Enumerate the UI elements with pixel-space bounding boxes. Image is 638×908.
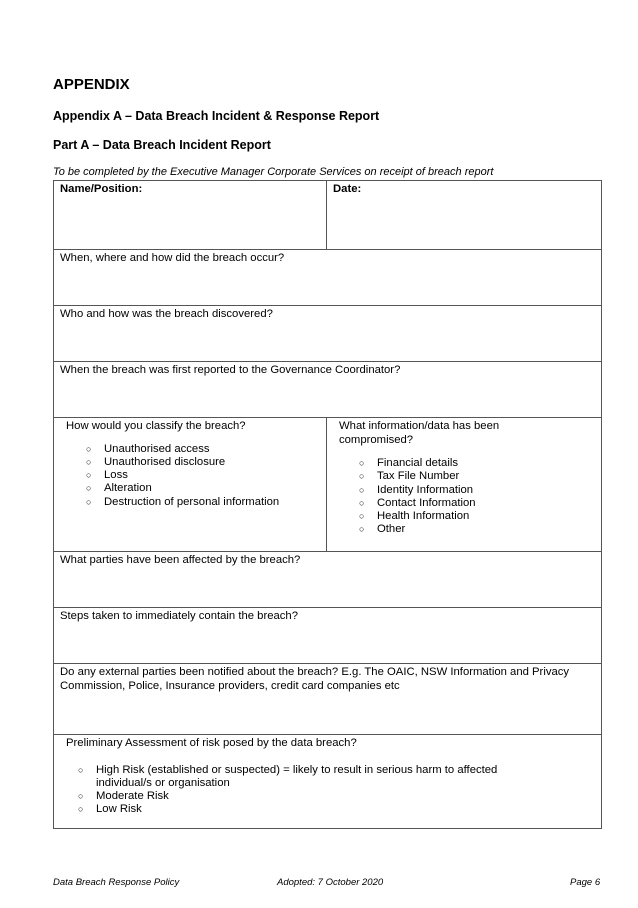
parties-row bbox=[54, 552, 602, 608]
info-option[interactable]: ○ Health Information bbox=[359, 510, 561, 523]
name-position-label: Name/Position: bbox=[60, 183, 143, 195]
name-date-row bbox=[54, 181, 602, 250]
external-cell[interactable] bbox=[54, 664, 602, 735]
risk-row bbox=[54, 735, 602, 829]
risk-options bbox=[66, 764, 551, 817]
info-cell bbox=[327, 418, 602, 552]
external-row bbox=[54, 664, 602, 735]
appendix-title: Appendix A – Data Breach Incident & Response Report bbox=[53, 109, 380, 123]
steps-row bbox=[54, 608, 602, 664]
parties-question: What parties have been affected by the breach? bbox=[60, 554, 301, 566]
risk-option[interactable]: ○ High Risk (established or suspected) = likely to result in serious harm to affected individual/s or organisation bbox=[78, 764, 551, 791]
part-title: Part A – Data Breach Incident Report bbox=[53, 138, 271, 152]
classify-option[interactable]: ○ Alteration bbox=[86, 482, 320, 495]
reported-question: When the breach was first reported to the Governance Coordinator? bbox=[60, 364, 401, 376]
date-label: Date: bbox=[333, 183, 362, 195]
parties-cell[interactable] bbox=[54, 552, 602, 608]
who-row bbox=[54, 306, 602, 362]
classify-option[interactable]: ○ Loss bbox=[86, 469, 320, 482]
steps-question: Steps taken to immediately contain the breach? bbox=[60, 610, 299, 622]
external-question: Do any external parties been notified about the breach? E.g. The OAIC, NSW Information and Privacy Commission, Police, Insurance providers, credit card companies etc bbox=[60, 666, 570, 692]
risk-option[interactable]: ○ Low Risk bbox=[78, 803, 551, 816]
reported-cell[interactable] bbox=[54, 362, 602, 418]
info-option[interactable]: ○ Tax File Number bbox=[359, 470, 561, 483]
who-cell[interactable] bbox=[54, 306, 602, 362]
footer-adopted-date: Adopted: 7 October 2020 bbox=[277, 877, 384, 888]
classify-cell bbox=[54, 418, 327, 552]
classify-option[interactable]: ○ Destruction of personal information bbox=[86, 496, 320, 509]
intro-note: To be completed by the Executive Manager Corporate Services on receipt of breach report bbox=[53, 166, 494, 178]
risk-question: Preliminary Assessment of risk posed by the data breach? bbox=[66, 737, 357, 749]
info-option[interactable]: ○ Other bbox=[359, 523, 561, 536]
when-row bbox=[54, 250, 602, 306]
classify-options bbox=[66, 443, 320, 509]
footer-page-number: Page 6 bbox=[570, 877, 601, 888]
classify-question: How would you classify the breach? bbox=[66, 420, 246, 432]
classify-option[interactable]: ○ Unauthorised access bbox=[86, 443, 320, 456]
name-position-cell[interactable] bbox=[54, 181, 327, 250]
info-options bbox=[339, 457, 561, 537]
info-option[interactable]: ○ Contact Information bbox=[359, 497, 561, 510]
when-cell[interactable] bbox=[54, 250, 602, 306]
when-question: When, where and how did the breach occur? bbox=[60, 252, 285, 264]
steps-cell[interactable] bbox=[54, 608, 602, 664]
footer-policy-name: Data Breach Response Policy bbox=[53, 877, 180, 888]
info-option[interactable]: ○ Identity Information bbox=[359, 484, 561, 497]
incident-report-form bbox=[53, 180, 602, 829]
appendix-heading: APPENDIX bbox=[53, 76, 130, 93]
classify-row bbox=[54, 418, 602, 552]
reported-row bbox=[54, 362, 602, 418]
info-question: What information/data has been compromised? bbox=[339, 420, 500, 446]
risk-option[interactable]: ○ Moderate Risk bbox=[78, 790, 551, 803]
who-question: Who and how was the breach discovered? bbox=[60, 308, 273, 320]
risk-cell bbox=[54, 735, 602, 829]
info-option[interactable]: ○ Financial details bbox=[359, 457, 561, 470]
classify-option[interactable]: ○ Unauthorised disclosure bbox=[86, 456, 320, 469]
date-cell[interactable] bbox=[327, 181, 602, 250]
